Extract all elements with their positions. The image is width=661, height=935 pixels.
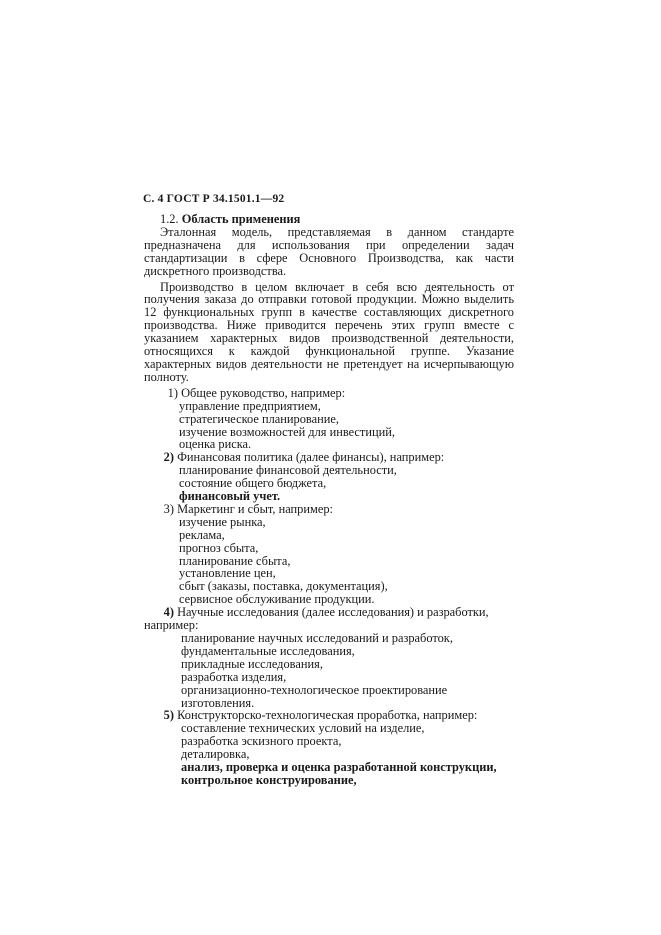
group-1-number: 1) <box>167 385 178 400</box>
group-5-item: деталировка, <box>181 747 250 762</box>
group-5-item: анализ, проверка и оценка разработанной конструкции, <box>181 760 497 775</box>
group-3-heading <box>144 503 514 516</box>
section-number: 1.2. <box>160 212 179 226</box>
group-1-item: стратегическое планирование, <box>179 411 339 426</box>
group-1-heading <box>144 387 514 400</box>
group-5-item: разработка эскизного проекта, <box>181 734 342 749</box>
group-2-item: планирование финансовой деятельности, <box>179 463 397 478</box>
section-title: Область применения <box>181 212 301 226</box>
group-4-title: Научные исследования (далее исследования) и разработки, <box>177 605 489 620</box>
section-heading <box>144 213 514 226</box>
group-5-item: контрольное конструирование, <box>181 772 357 787</box>
group-3-item: сервисное обслуживание продукции. <box>179 592 375 607</box>
page-header: С. 4 ГОСТ Р 34.1501.1—92 <box>143 193 285 205</box>
group-3-number: 3) <box>163 501 174 516</box>
group-4-continuation: например: <box>144 618 199 633</box>
group-1-item: оценка риска. <box>179 437 252 452</box>
group-2-item: состояние общего бюджета, <box>179 476 327 491</box>
document-body <box>144 213 514 787</box>
paragraph-1: Эталонная модель, представляемая в данном стандарте предназначена для использования при определении задач стандартизации в сфере Основного Производства, как части дискретного производства. <box>144 224 514 278</box>
group-1-item: управление предприятием, <box>179 398 321 413</box>
group-4-item: разработка изделия, <box>181 669 287 684</box>
group-3-title: Маркетинг и сбыт, например: <box>177 501 333 516</box>
group-5-title: Конструкторско-технологическая проработка, например: <box>177 708 478 723</box>
group-3-item: планирование сбыта, <box>179 553 291 568</box>
group-4-item: планирование научных исследований и разработок, <box>181 631 453 645</box>
group-4-heading <box>144 606 514 619</box>
group-3-item: изучение рынка, <box>179 514 266 529</box>
group-3-item: установление цен, <box>179 566 276 581</box>
group-3-item: реклама, <box>179 527 225 542</box>
group-1-title: Общее руководство, например: <box>181 385 346 400</box>
group-3-item: сбыт (заказы, поставка, документация), <box>179 579 388 594</box>
group-3-item: прогноз сбыта, <box>179 540 259 555</box>
paragraph-2: Производство в целом включает в себя всю деятельность от получения заказа до отправки готовой продукции. Можно выделить 12 функциональных групп в качестве составляющих дискретного производства. Ниже приводится перечень этих групп вместе с указанием характерных видов производственной деятельности, относящихся к каждой функциональной группе. Указание характерных видов деятельности не претендует на исчерпывающую полноту. <box>144 279 514 384</box>
group-4-item: организационно-технологическое проектирование <box>181 682 448 697</box>
group-4-item: прикладные исследования, <box>181 656 323 671</box>
group-2-item: финансовый учет. <box>179 489 281 504</box>
group-2-number: 2) <box>163 450 174 465</box>
group-2-title: Финансовая политика (далее финансы), например: <box>177 450 445 465</box>
group-4-number: 4) <box>163 605 174 620</box>
group-1-item: изучение возможностей для инвестиций, <box>179 424 395 439</box>
group-4-item: фундаментальные исследования, <box>181 643 355 658</box>
group-5-number: 5) <box>163 708 174 723</box>
group-4-item: изготовления. <box>181 695 255 710</box>
group-5-item: составление технических условий на изделие, <box>181 721 425 736</box>
